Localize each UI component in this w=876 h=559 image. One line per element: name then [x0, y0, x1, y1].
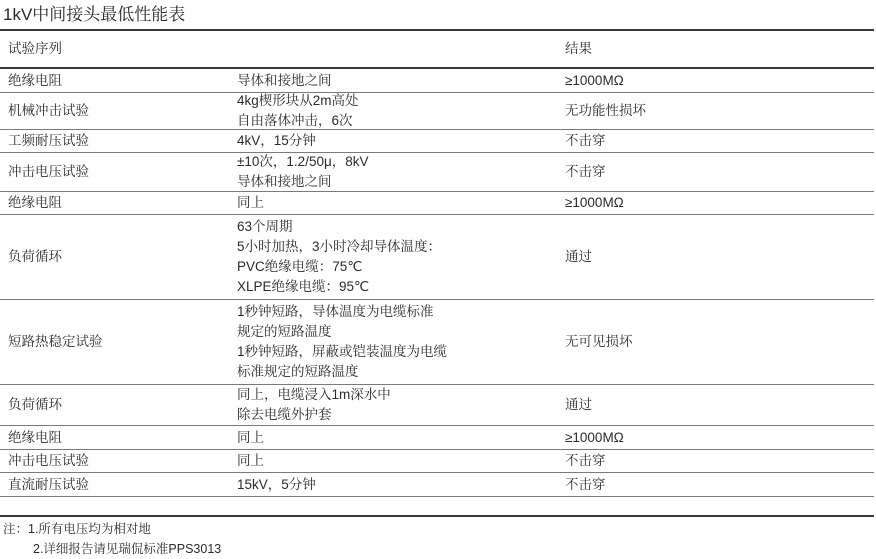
condition-line: ±10次，1.2/50μ，8kV	[237, 154, 369, 169]
test-name-cell: 工频耐压试验	[8, 133, 89, 148]
test-name-cell: 冲击电压试验	[8, 453, 89, 468]
table-row	[0, 450, 874, 473]
notes	[3, 519, 221, 559]
test-name-cell: 直流耐压试验	[8, 476, 89, 492]
condition-line: 1秒钟短路，屏蔽或铠装温度为电缆	[237, 344, 448, 359]
condition-line: 规定的短路温度	[237, 324, 332, 339]
condition-line: 同上	[237, 429, 264, 445]
condition-cell	[237, 215, 557, 299]
condition-line: 4kg楔形块从2m高处	[237, 93, 359, 108]
performance-table	[0, 31, 874, 497]
condition-line: 5小时加热，3小时冷却导体温度：	[237, 239, 442, 254]
table-header-row	[0, 31, 874, 69]
test-name-cell: 绝缘电阻	[8, 195, 62, 210]
condition-cell	[237, 130, 557, 152]
condition-cell	[237, 385, 557, 425]
test-name-cell: 负荷循环	[8, 249, 62, 264]
condition-cell	[237, 153, 557, 191]
table-row	[0, 385, 874, 426]
test-name-cell: 绝缘电阻	[8, 429, 62, 445]
condition-line: 同上	[237, 195, 264, 210]
condition-line: 同上	[237, 453, 264, 468]
test-name-cell: 负荷循环	[8, 397, 62, 412]
result-cell: 无功能性损坏	[565, 103, 646, 118]
header-test-sequence: 试验序列	[8, 41, 62, 56]
result-cell: 不击穿	[565, 133, 606, 148]
condition-line: 导体和接地之间	[237, 174, 332, 189]
note-line-2: 2.详细报告请见瑞侃标准PPS3013	[33, 542, 222, 556]
test-name-cell: 机械冲击试验	[8, 103, 89, 118]
result-cell: ≥1000MΩ	[565, 429, 624, 445]
condition-line: 15kV，5分钟	[237, 476, 316, 492]
condition-cell	[237, 192, 557, 214]
result-cell: 不击穿	[565, 164, 606, 179]
table-row	[0, 473, 874, 497]
table-row	[0, 192, 874, 215]
condition-line: 4kV，15分钟	[237, 133, 316, 148]
condition-cell	[237, 93, 557, 129]
table-row	[0, 130, 874, 153]
note-line-1: 注：1.所有电压均为相对地	[3, 522, 151, 536]
test-name-cell: 短路热稳定试验	[8, 334, 103, 349]
result-cell: 不击穿	[565, 476, 606, 492]
condition-cell	[237, 300, 557, 384]
condition-cell	[237, 450, 557, 472]
condition-cell	[237, 473, 557, 496]
test-name-cell: 冲击电压试验	[8, 164, 89, 179]
result-cell: 通过	[565, 249, 592, 264]
result-cell: ≥1000MΩ	[565, 72, 624, 88]
condition-line: 标准规定的短路温度	[237, 364, 359, 379]
table-row	[0, 153, 874, 192]
condition-cell	[237, 426, 557, 449]
result-cell: 通过	[565, 397, 592, 412]
table-title: 1kV中间接头最低性能表	[3, 5, 186, 24]
condition-line: XLPE绝缘电缆：95℃	[237, 279, 370, 294]
result-cell: 不击穿	[565, 453, 606, 468]
condition-line: 1秒钟短路，导体温度为电缆标准	[237, 304, 434, 319]
table-row	[0, 426, 874, 450]
bottom-rule	[0, 515, 874, 517]
header-result: 结果	[565, 41, 592, 56]
condition-line: 除去电缆外护套	[237, 407, 332, 422]
condition-line: 导体和接地之间	[237, 72, 332, 88]
test-name-cell: 绝缘电阻	[8, 72, 62, 88]
condition-line: 63个周期	[237, 219, 293, 234]
result-cell: 无可见损坏	[565, 334, 633, 349]
table-body	[0, 69, 874, 497]
table-row	[0, 215, 874, 300]
condition-line: 自由落体冲击，6次	[237, 113, 353, 128]
result-cell: ≥1000MΩ	[565, 195, 624, 210]
table-row	[0, 300, 874, 385]
table-row	[0, 69, 874, 93]
condition-line: 同上，电缆浸入1m深水中	[237, 387, 391, 402]
table-row	[0, 93, 874, 130]
condition-cell	[237, 69, 557, 92]
condition-line: PVC绝缘电缆：75℃	[237, 259, 363, 274]
header-condition	[237, 31, 557, 67]
